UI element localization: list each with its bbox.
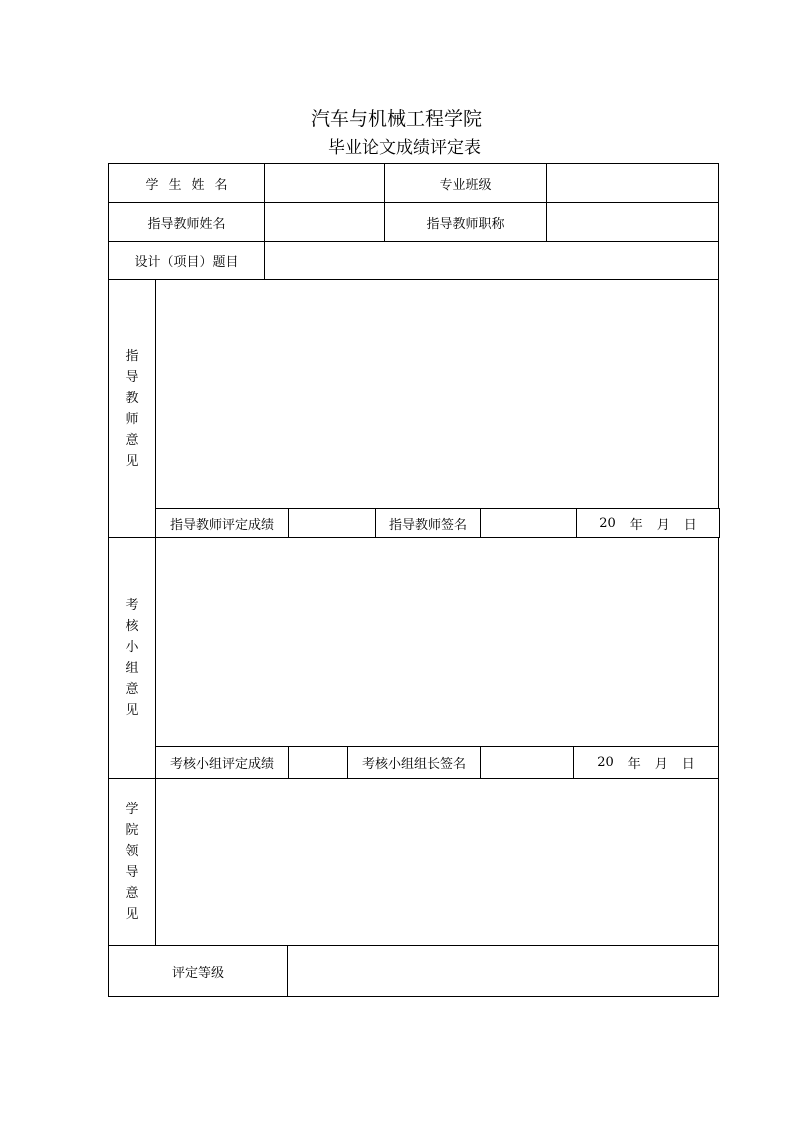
advisor-name-label: 指导教师姓名 [108,202,265,242]
major-class-field[interactable] [546,163,719,203]
major-class-label: 专业班级 [384,163,547,203]
advisor-signature-label: 指导教师签名 [375,508,481,538]
advisor-title-field[interactable] [546,202,719,242]
advisor-opinion-field[interactable] [155,279,719,509]
committee-opinion-field[interactable] [155,537,719,747]
advisor-opinion-side-label: 指 导 教 师 意 见 [108,279,156,538]
grade-level-field[interactable] [287,945,719,997]
form-title: 毕业论文成绩评定表 [328,138,481,158]
committee-date[interactable]: 20 年 月 日 [573,746,719,779]
college-opinion-field[interactable] [155,778,719,946]
student-name-label: 学 生 姓 名 [108,163,265,203]
institution-title: 汽车与机械工程学院 [310,108,482,130]
committee-opinion-side-label: 考 核 小 组 意 见 [108,537,156,779]
topic-label: 设计（项目）题目 [108,241,265,280]
advisor-signature-field[interactable] [480,508,577,538]
college-opinion-side-label: 学 院 领 导 意 见 [108,778,156,946]
committee-signature-label: 考核小组组长签名 [347,746,481,779]
student-name-field[interactable] [264,163,385,203]
grade-level-label: 评定等级 [108,945,288,997]
committee-signature-field[interactable] [480,746,574,779]
topic-field[interactable] [264,241,719,280]
advisor-grade-label: 指导教师评定成绩 [155,508,289,538]
advisor-name-field[interactable] [264,202,385,242]
advisor-grade-field[interactable] [288,508,376,538]
advisor-date[interactable]: 20 年 月 日 [576,508,720,538]
committee-grade-label: 考核小组评定成绩 [155,746,289,779]
committee-grade-field[interactable] [288,746,348,779]
advisor-title-label: 指导教师职称 [384,202,547,242]
